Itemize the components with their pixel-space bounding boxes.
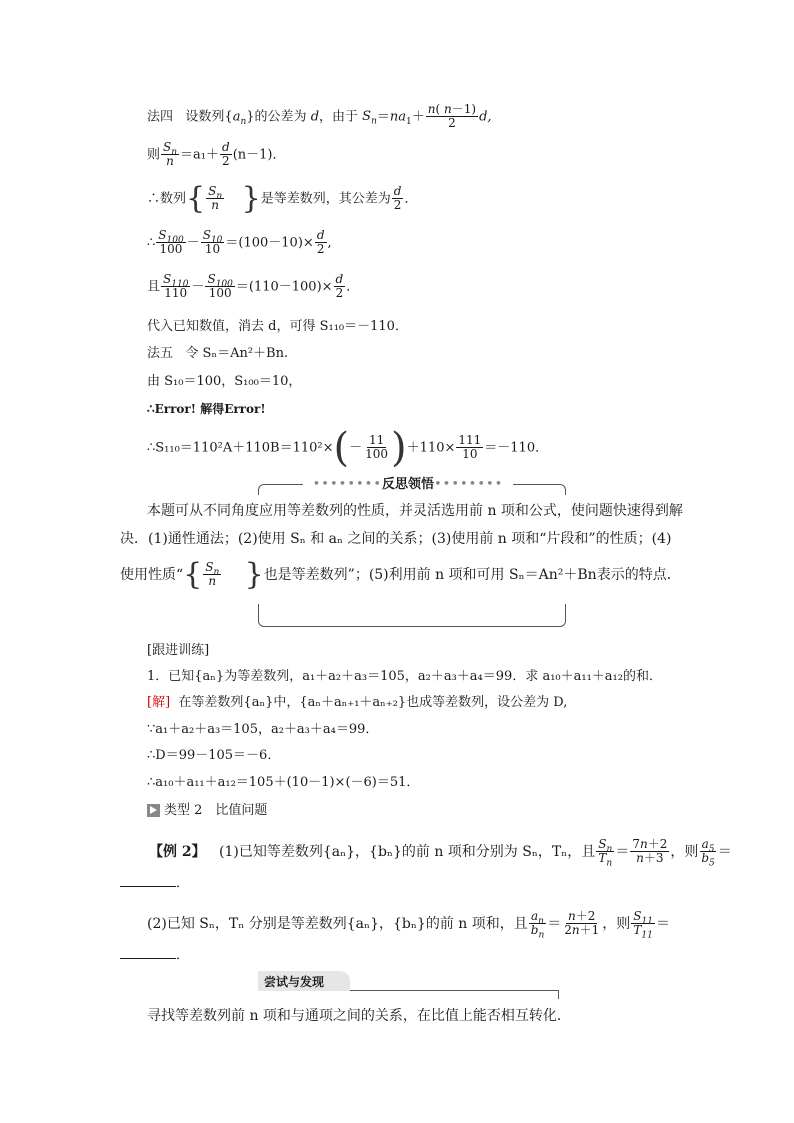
example2-part2: (2)已知 Sₙ，Tₙ 分别是等差数列{aₙ}，{bₙ}的前 n 项和，且 $\frac{a_n}{b_n}$ ＝ $\frac{n+2}{2n+1}$ ，则 $\frac{S_{11}}{T_{11}}$ ＝ <box>147 909 670 941</box>
try-text: 寻找等差数列前 n 项和与通项之间的关系，在比值上能否相互转化． <box>147 1008 571 1024</box>
reflection-p2: 决．(1)通性通法；(2)使用 Sₙ 和 aₙ 之间的关系；(3)使用前 n 项和“片段和”的性质；(4) <box>120 531 672 547</box>
method4-line1: 法四 设数列$\{a_n\}$的公差为 d，由于 $S_n=na_1+$ $\frac{n( n-1)}{2}$ d, <box>147 102 492 131</box>
play-icon <box>147 804 160 817</box>
answer-blank[interactable] <box>120 876 176 887</box>
practice-header: [跟进训练] <box>147 643 210 658</box>
type2-heading: 类型 2 比值问题 <box>147 803 267 819</box>
example2-tag: 【例 2】 <box>149 843 206 860</box>
method4-line6: 代入已知数值，消去 d，可得 S₁₁₀＝－110． <box>147 319 408 334</box>
method5-line1: 法五 令 Sₙ＝An²＋Bn. <box>147 346 289 361</box>
method5-line3: ∴Error! 解得Error! <box>147 402 266 416</box>
example2-part1: 【例 2】 (1)已知等差数列{aₙ}，{bₙ}的前 n 项和分别为 Sₙ，Tₙ，且 $\frac{S_n}{T_n}$ ＝ $\frac{7n+2}{n+3}$ ，则 $\frac{a_5}{b_5}$ ＝ <box>149 837 732 869</box>
try-title-tab <box>258 971 350 991</box>
reflection-p1: 本题可从不同角度应用等差数列的性质，并灵活选用前 n 项和公式，使问题快速得到解 <box>147 503 683 519</box>
practice-solution-4: ∴a₁₀＋a₁₁＋a₁₂＝105＋(10－1)×(－6)＝51． <box>147 775 420 790</box>
solution-tag: [解] <box>147 695 171 710</box>
reflection-box-bottom <box>258 604 566 627</box>
example2-part2-answer: ． <box>120 948 189 964</box>
example2-part1-answer: ． <box>120 876 189 892</box>
reflection-p3: 使用性质“{ $\frac{S_n}{n}$ }也是等差数列”；(5)利用前 n 项和可用 Sₙ＝An²＋Bn表示的特点． <box>120 557 681 592</box>
practice-solution-1: [解] 在等差数列{aₙ}中，{aₙ＋aₙ₊₁＋aₙ₊₂}也成等差数列，设公差为 D, <box>147 695 568 710</box>
method4-label: 法四 <box>147 109 174 125</box>
method4-line5: 且 $\frac{S_{110}}{110}$ － $\frac{S_{100}}{100}$ ＝(110－100)× $\frac{d}{2}$ ． <box>147 272 360 301</box>
reflection-title-bar: ••••••••反思领悟•••••••• <box>303 473 513 493</box>
try-title: 尝试与发现 <box>264 975 325 989</box>
method4-line2: 则 $\frac{S_n}{n}$ ＝a₁＋ $\frac{d}{2}$ (n－1)． <box>147 140 286 169</box>
fraction: $\frac{n( n-1)}{2}$ <box>427 102 477 131</box>
method5-label: 法五 <box>147 346 174 361</box>
practice-question-1: 1．已知{aₙ}为等差数列，a₁＋a₂＋a₃＝105，a₂＋a₃＋a₄＝99．求 a₁₀＋a₁₁＋a₁₂的和． <box>147 669 662 684</box>
answer-blank[interactable] <box>120 948 176 959</box>
reflection-title: 反思领悟 <box>381 477 434 492</box>
method5-line2: 由 S₁₀＝100，S₁₀₀＝10， <box>147 374 302 389</box>
practice-solution-2: ∵a₁＋a₂＋a₃＝105，a₂＋a₃＋a₄＝99． <box>147 722 379 737</box>
practice-solution-3: ∴D＝99－105＝－6． <box>147 748 281 763</box>
method4-line4: ∴ $\frac{S_{100}}{100}$ － $\frac{S_{10}}{10}$ ＝(100－10)× $\frac{d}{2}$ , <box>147 228 332 257</box>
method4-line3: ∴数列{ $\frac{S_n}{n}$ }是等差数列，其公差为 $\frac{d}{2}$ ． <box>147 181 418 216</box>
try-rule <box>350 990 559 999</box>
method5-line4: ∴S₁₁₀＝110²A＋110B＝110²×(－ $\frac{11}{100}$ )＋110× $\frac{111}{10}$ ＝－110． <box>147 425 549 471</box>
